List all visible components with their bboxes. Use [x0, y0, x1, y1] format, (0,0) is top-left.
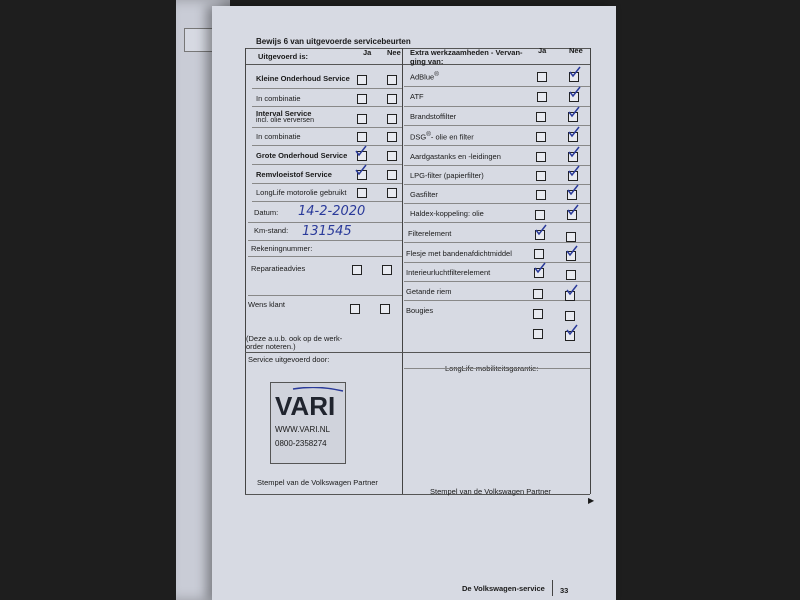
- page-number: 33: [560, 586, 569, 595]
- row-grote-onderhoud: Grote Onderhoud Service: [256, 151, 348, 160]
- invoice-label: Rekeningnummer:: [251, 244, 313, 253]
- row-line: [252, 183, 402, 184]
- checkmark-icon: [567, 204, 579, 216]
- km-value: 131545: [302, 224, 352, 239]
- row-line: [404, 242, 590, 243]
- page-title: Bewijs 6 van uitgevoerde servicebeurten: [256, 37, 411, 46]
- checkbox-longlife-nee[interactable]: [387, 188, 397, 198]
- checkbox-adblue-ja[interactable]: [537, 72, 547, 82]
- dealer-stamp: [270, 382, 346, 464]
- continue-arrow-icon: ▶: [588, 496, 595, 505]
- wish-label: Wens klant: [248, 300, 285, 309]
- right-heading-2: ging van:: [410, 57, 444, 66]
- column-divider: [402, 48, 403, 494]
- checkmark-icon: [534, 262, 546, 274]
- row-gasfilter: Gasfilter: [410, 190, 438, 199]
- row-line: [252, 106, 402, 107]
- checkmark-icon: [535, 224, 547, 236]
- checkbox-comb2-ja[interactable]: [357, 132, 367, 142]
- checkmark-icon: [568, 165, 580, 177]
- row-getande-riem: Getande riem: [406, 287, 452, 296]
- checkmark-icon: [568, 126, 580, 138]
- right-no-header: Nee: [569, 46, 583, 55]
- stamp-label-left: Stempel van de Volkswagen Partner: [257, 478, 378, 487]
- row-flesje: Flesje met bandenafdichtmiddel: [406, 249, 512, 258]
- checkmark-icon: [569, 86, 581, 98]
- checkbox-gas-ja[interactable]: [536, 190, 546, 200]
- row-line: [404, 125, 590, 126]
- checkmark-icon: [355, 145, 367, 157]
- row-line: [404, 281, 590, 282]
- row-interieur: Interieurluchtfilterelement: [406, 268, 491, 277]
- row-adblue: AdBlue®: [410, 71, 439, 82]
- row-interval-sub: incl. olie verversen: [256, 117, 314, 124]
- checkbox-atf-ja[interactable]: [537, 92, 547, 102]
- checkbox-repair-ja[interactable]: [352, 265, 362, 275]
- checkmark-icon: [569, 66, 581, 78]
- row-line: [252, 201, 402, 202]
- checkbox-comb1-nee[interactable]: [387, 94, 397, 104]
- stamp-logo-graphic: [273, 387, 345, 417]
- checkbox-haldex-ja[interactable]: [535, 210, 545, 220]
- checkbox-comb2-nee[interactable]: [387, 132, 397, 142]
- row-atf: ATF: [410, 92, 424, 101]
- checkbox-interieur-nee[interactable]: [566, 270, 576, 280]
- left-no-header: Nee: [387, 48, 401, 57]
- checkbox-comb1-ja[interactable]: [357, 94, 367, 104]
- checkmark-icon: [566, 284, 578, 296]
- stamp-web: WWW.VARI.NL: [275, 425, 330, 434]
- checkmark-icon: [567, 184, 579, 196]
- checkbox-riem-ja[interactable]: [533, 289, 543, 299]
- row-in-combinatie-1: In combinatie: [256, 94, 301, 103]
- row-line: [404, 262, 590, 263]
- checkbox-repair-nee[interactable]: [382, 265, 392, 275]
- checkmark-icon: [566, 245, 578, 257]
- checkbox-flesje-ja[interactable]: [534, 249, 544, 259]
- note-text: (Deze a.u.b. ook op de werk-: [246, 334, 343, 343]
- footer-section: De Volkswagen-service: [462, 584, 545, 593]
- checkbox-interval-nee[interactable]: [387, 114, 397, 124]
- checkmark-icon: [568, 146, 580, 158]
- row-bougies: Bougies: [406, 306, 434, 315]
- stamp-tel: 0800-2358274: [275, 439, 327, 448]
- row-line: [252, 127, 402, 128]
- row-line: [252, 145, 402, 146]
- row-line: [248, 295, 402, 296]
- checkbox-bougies-ja[interactable]: [533, 309, 543, 319]
- checkmark-icon: [355, 164, 367, 176]
- row-line: [404, 184, 590, 185]
- row-remvloeistof: Remvloeistof Service: [256, 170, 332, 179]
- row-line: [404, 222, 590, 223]
- checkbox-dsg-ja[interactable]: [536, 132, 546, 142]
- row-line: [404, 145, 590, 146]
- section-divider: [245, 352, 590, 353]
- checkmark-icon: [566, 324, 578, 336]
- row-kleine-onderhoud: Kleine Onderhoud Service: [256, 74, 350, 83]
- longlife-label: LongLife mobiliteitsgarantie:: [445, 364, 539, 373]
- frame-left: [245, 48, 246, 494]
- checkbox-extra-ja[interactable]: [533, 329, 543, 339]
- checkbox-grote-nee[interactable]: [387, 151, 397, 161]
- row-line: [404, 165, 590, 166]
- note-text-2: order noteren.): [246, 342, 296, 351]
- date-label: Datum:: [254, 208, 279, 217]
- checkbox-aardgas-ja[interactable]: [536, 152, 546, 162]
- svg-text:VARI: VARI: [275, 391, 336, 417]
- row-filterelement: Filterelement: [408, 229, 452, 238]
- checkbox-interval-ja[interactable]: [357, 114, 367, 124]
- row-line: [248, 222, 402, 223]
- repair-label: Reparatieadvies: [251, 264, 306, 273]
- left-yes-header: Ja: [363, 48, 372, 57]
- checkmark-icon: [568, 106, 580, 118]
- checkbox-bougies-nee[interactable]: [565, 311, 575, 321]
- row-line: [252, 164, 402, 165]
- row-line: [404, 300, 590, 301]
- frame-right: [590, 48, 591, 494]
- checkbox-wish-nee[interactable]: [380, 304, 390, 314]
- checkbox-kleine-ja[interactable]: [357, 75, 367, 85]
- row-haldex: Haldex-koppeling: olie: [410, 209, 484, 218]
- row-line: [404, 368, 590, 369]
- checkbox-kleine-nee[interactable]: [387, 75, 397, 85]
- row-line: [248, 256, 402, 257]
- row-line: [252, 88, 402, 89]
- row-lpg: LPG-filter (papierfilter): [410, 171, 484, 180]
- row-line: [404, 86, 590, 87]
- checkbox-rem-nee[interactable]: [387, 170, 397, 180]
- row-longlife-olie: LongLife motorolie gebruikt: [256, 188, 347, 197]
- left-heading: Uitgevoerd is:: [258, 52, 309, 61]
- date-value: 14-2-2020: [298, 204, 366, 219]
- km-label: Km-stand:: [254, 226, 289, 235]
- right-yes-header: Ja: [538, 46, 547, 55]
- row-in-combinatie-2: In combinatie: [256, 132, 301, 141]
- row-line: [248, 240, 402, 241]
- row-brandstoffilter: Brandstoffilter: [410, 112, 457, 121]
- checkbox-lpg-ja[interactable]: [536, 171, 546, 181]
- row-aardgas: Aardgastanks en -leidingen: [410, 152, 501, 161]
- row-dsg: DSG®- olie en filter: [410, 131, 474, 142]
- checkbox-wish-ja[interactable]: [350, 304, 360, 314]
- stamp-label-right: Stempel van de Volkswagen Partner: [430, 487, 551, 496]
- checkbox-filter-nee[interactable]: [566, 232, 576, 242]
- row-line: [404, 203, 590, 204]
- row-line: [404, 106, 590, 107]
- footer-divider: [552, 580, 553, 596]
- service-by-label: Service uitgevoerd door:: [248, 355, 330, 364]
- checkbox-longlife-ja[interactable]: [357, 188, 367, 198]
- right-heading: Extra werkzaamheden - Vervan-: [410, 48, 523, 57]
- row-interval-service: Interval Service: [256, 109, 312, 118]
- checkbox-brandstof-ja[interactable]: [536, 112, 546, 122]
